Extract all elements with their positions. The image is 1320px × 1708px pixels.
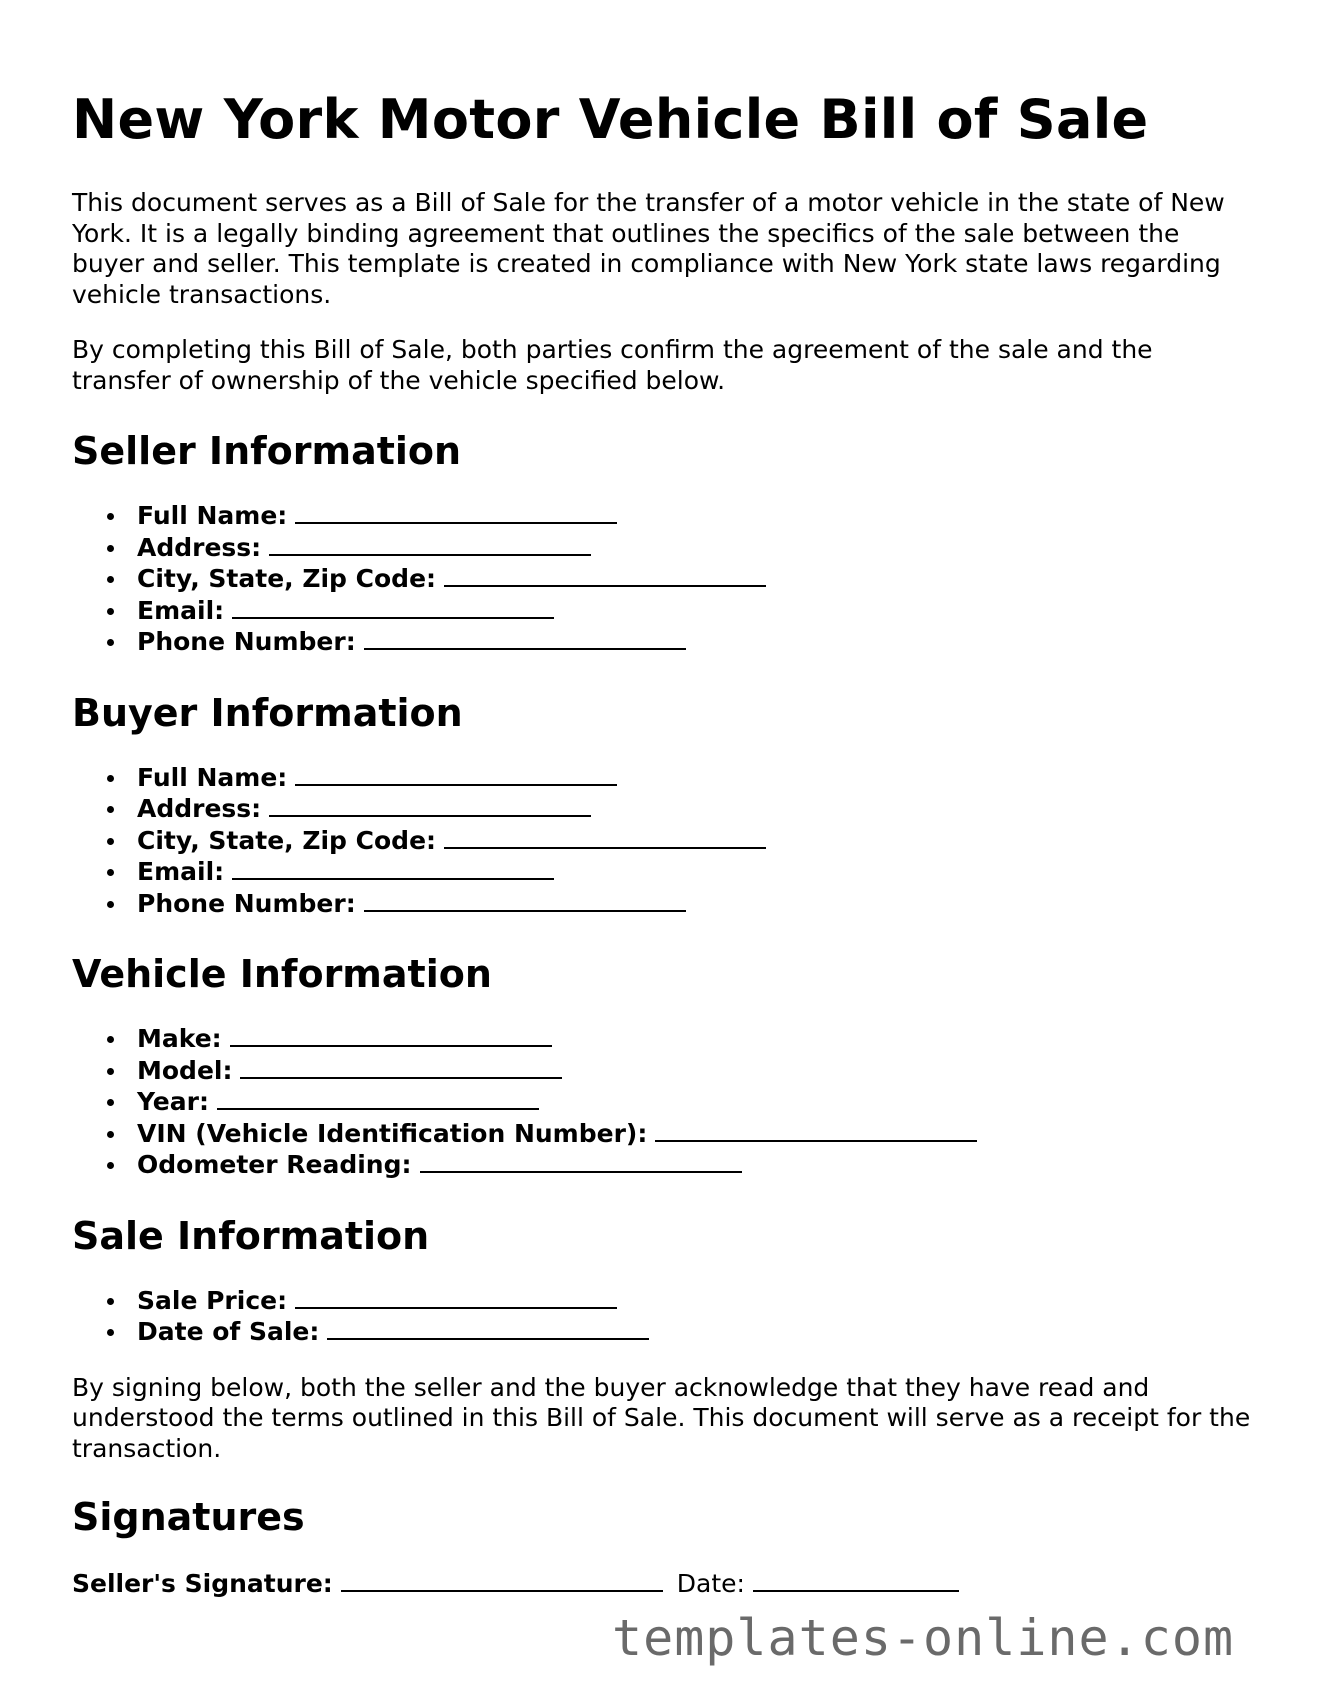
buyer-address-field: Address: bbox=[102, 793, 1252, 825]
seller-signature-row bbox=[72, 1568, 1252, 1600]
vehicle-heading: Vehicle Information bbox=[72, 952, 492, 996]
sale-heading: Sale Information bbox=[72, 1213, 430, 1258]
seller-address-field: Address: bbox=[102, 532, 1252, 564]
seller-full-name-field: Full Name: bbox=[102, 500, 1252, 532]
sale-date-field: Date of Sale: bbox=[102, 1316, 1252, 1348]
blank-line[interactable] bbox=[269, 793, 591, 817]
blank-line[interactable] bbox=[230, 1023, 552, 1047]
blank-line[interactable] bbox=[364, 888, 686, 912]
blank-line[interactable] bbox=[364, 626, 686, 650]
date-label: Date: bbox=[676, 1569, 745, 1598]
blank-line[interactable] bbox=[295, 500, 617, 524]
seller-heading: Seller Information bbox=[72, 429, 462, 473]
blank-line[interactable] bbox=[217, 1086, 539, 1110]
blank-line[interactable] bbox=[655, 1118, 977, 1142]
acknowledgement-paragraph: By signing below, both the seller and the buyer acknowledge that they have read and understood the terms outlined in this Bill of Sale. This document will serve as a receipt for the transaction. bbox=[72, 1372, 1251, 1463]
blank-line[interactable] bbox=[420, 1149, 742, 1173]
seller-fields bbox=[72, 500, 1252, 658]
intro-paragraph-2: By completing this Bill of Sale, both parties confirm the agreement of the sale and the transfer of ownership of the vehicle specified below. bbox=[72, 335, 1153, 395]
seller-email-field: Email: bbox=[102, 595, 1252, 627]
blank-line[interactable] bbox=[295, 1285, 617, 1309]
vehicle-odometer-field: Odometer Reading: bbox=[102, 1149, 1252, 1181]
document-page bbox=[72, 0, 1252, 1600]
blank-line[interactable] bbox=[327, 1316, 649, 1340]
seller-signature-line[interactable] bbox=[341, 1568, 663, 1592]
seller-phone-field: Phone Number: bbox=[102, 626, 1252, 658]
vehicle-vin-field: VIN (Vehicle Identification Number): bbox=[102, 1118, 1252, 1150]
seller-city-state-zip-field: City, State, Zip Code: bbox=[102, 563, 1252, 595]
blank-line[interactable] bbox=[232, 856, 554, 880]
blank-line[interactable] bbox=[444, 825, 766, 849]
buyer-email-field: Email: bbox=[102, 856, 1252, 888]
date-line[interactable] bbox=[753, 1568, 959, 1592]
watermark: templates-online.com bbox=[612, 1609, 1235, 1667]
buyer-phone-field: Phone Number: bbox=[102, 888, 1252, 920]
blank-line[interactable] bbox=[444, 563, 766, 587]
vehicle-year-field: Year: bbox=[102, 1086, 1252, 1118]
intro-paragraph-1: This document serves as a Bill of Sale for the transfer of a motor vehicle in the state of New York. It is a legally binding agreement that outlines the specifics of the sale between the buyer and seller. This template is created in compliance with New York state laws regarding vehicle transactions. bbox=[72, 188, 1225, 309]
buyer-full-name-field: Full Name: bbox=[102, 762, 1252, 794]
blank-line[interactable] bbox=[232, 595, 554, 619]
buyer-heading: Buyer Information bbox=[72, 690, 463, 735]
document-title: New York Motor Vehicle Bill of Sale bbox=[72, 88, 1149, 151]
seller-signature-label: Seller's Signature: bbox=[72, 1569, 333, 1598]
sale-fields bbox=[72, 1285, 1252, 1348]
vehicle-fields bbox=[72, 1023, 1252, 1181]
signatures-heading: Signatures bbox=[72, 1495, 305, 1539]
vehicle-model-field: Model: bbox=[102, 1055, 1252, 1087]
vehicle-make-field: Make: bbox=[102, 1023, 1252, 1055]
buyer-city-state-zip-field: City, State, Zip Code: bbox=[102, 825, 1252, 857]
blank-line[interactable] bbox=[269, 532, 591, 556]
buyer-fields bbox=[72, 762, 1252, 920]
blank-line[interactable] bbox=[295, 762, 617, 786]
sale-price-field: Sale Price: bbox=[102, 1285, 1252, 1317]
blank-line[interactable] bbox=[240, 1055, 562, 1079]
